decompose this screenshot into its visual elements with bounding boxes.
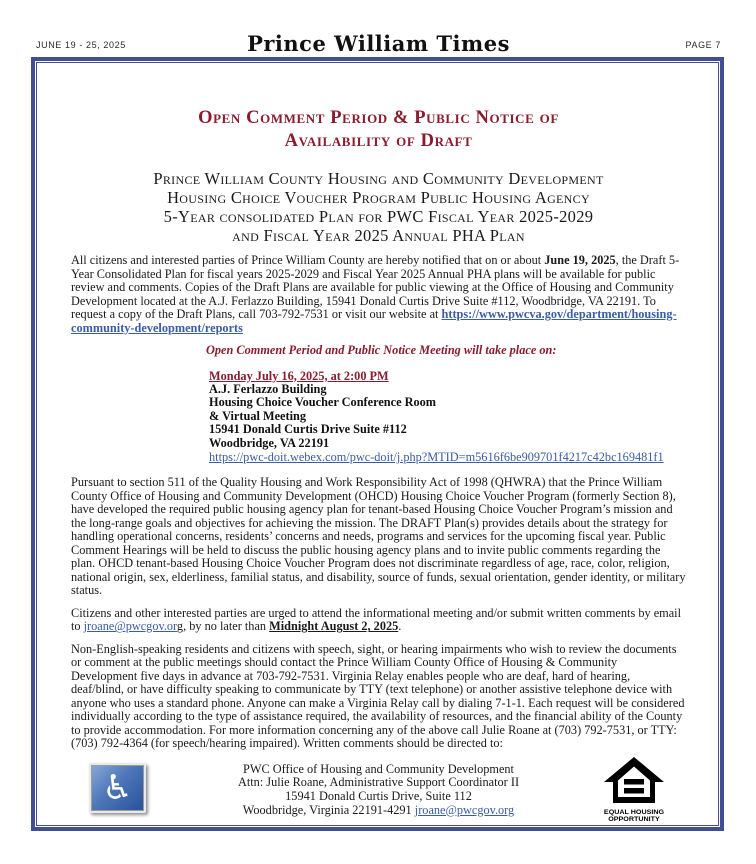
par3-text-c: . <box>398 619 402 634</box>
par1-text-a: All citizens and interested parties of Prince William County are hereby notified that on or about <box>71 253 545 267</box>
meeting-building: A.J. Ferlazzo Building <box>209 381 327 396</box>
notice-title-line1: Open Comment Period & Public Notice of <box>198 108 559 128</box>
paragraph-accessibility: Non-English-speaking residents and citizens with speech, sight, or hearing impairments who wish to review the documents or comment at the public meetings should contact the Prince William County Office of Housing & Community Development five days in advance at 703-792-7531. Virginia Relay enables people who are deaf, hard of hearing, deaf/blind, or have difficulty speaking to communicate by TTY (text telephone) or another assistive telephone device with anyone who uses a standard phone. Anyone can make a Virginia Relay call by dialing 7-1-1. Each request will be considered individually according to the type of assistance required, the availability of resources, and the financial ability of the County to provide accommodation. For more information concerning any of the above call Julie Roane at (703) 792-7531, or TTY: (703) 792-4364 (for speech/hearing impaired). Written comments should be directed to: <box>71 641 685 751</box>
webex-meeting-link[interactable]: https://pwc-doit.webex.com/pwc-doit/j.php?MTID=m5616f6be909701f4217c42bc169481f1 <box>209 449 664 464</box>
contact-city-text: Woodbridge, Virginia 22191-4291 <box>242 802 415 817</box>
meeting-city: Woodbridge, VA 22191 <box>209 435 330 450</box>
par1-bold-date: June 19, 2025 <box>544 253 616 267</box>
equal-housing-label-line2: OPPORTUNITY <box>608 816 660 823</box>
masthead-title: Prince William Times <box>247 31 510 56</box>
reports-website-link[interactable]: https://www.pwcva.gov/department/housing-community-development/reports <box>71 307 677 335</box>
meeting-street: 15941 Donald Curtis Drive Suite #112 <box>209 422 407 437</box>
subtitle-line-4: and Fiscal Year 2025 Annual PHA Plan <box>232 226 525 245</box>
notice-title <box>71 107 686 153</box>
page-number: PAGE 7 <box>685 40 721 50</box>
contact-street: 15941 Donald Curtis Drive, Suite 112 <box>285 789 472 804</box>
meeting-room: Housing Choice Voucher Conference Room <box>209 395 437 410</box>
paragraph-qhwra: Pursuant to section 511 of the Quality Housing and Work Responsibility Act of 1998 (QHWRA) that the Prince William County Office of Housing and Community Development (OHCD) Housing Choice Voucher Program (formerly Section 8), have developed the required public housing agency plan for tenant-based Housing Choice Voucher Program’s mission and the long-range goals and objectives for achieving the mission. The DRAFT Plan(s) provides details about the strategy for handling operational concerns, residents’ concerns and needs, programs and services for the upcoming fiscal year. Public Comment Hearings will be held to discuss the public housing agency plans and to invite public comments regarding the plan. OHCD tenant-based Housing Choice Voucher Program does not discriminate regardless of age, race, color, religion, national origin, sex, elderliness, familial status, and disability, source of funds, sexual orientation, gender identity, or military status. <box>71 475 686 598</box>
contact-attn: Attn: Julie Roane, Administrative Support Coordinator II <box>237 775 520 790</box>
equal-housing-opportunity-logo <box>602 757 666 823</box>
par3-deadline: Midnight August 2, 2025 <box>269 619 399 634</box>
equal-housing-house-icon <box>603 757 665 803</box>
meeting-datetime: Monday July 16, 2025, at 2:00 PM <box>209 368 389 383</box>
notice-subtitle <box>71 169 686 245</box>
paragraph-draft-availability <box>71 254 686 335</box>
wheelchair-accessibility-icon <box>89 763 146 813</box>
par3-text-a: Citizens and other interested parties are urged to attend the informational meeting and/or submit written comments by email to <box>71 605 682 634</box>
contact-office: PWC Office of Housing and Community Development <box>243 761 514 776</box>
contact-email-link[interactable]: jroane@pwcgov.org <box>414 802 515 817</box>
meeting-virtual: & Virtual Meeting <box>209 408 306 423</box>
comment-email-link[interactable]: jroane@pwcgov.or <box>83 619 177 634</box>
contact-city-line <box>71 804 686 818</box>
equal-housing-label-line1: EQUAL HOUSING <box>603 809 665 816</box>
par3-text-b: g, by no later than <box>176 619 270 634</box>
paragraph-comments <box>71 607 686 634</box>
wheelchair-glyph: ♿ <box>102 768 133 808</box>
subtitle-line-3: 5-Year consolidated Plan for PWC Fiscal Year 2025-2029 <box>163 207 594 226</box>
par1-text-b: , the Draft 5-Year Consolidated Plan for fiscal years 2025-2029 and Fiscal Year 2025 Annual PHA plans will be available for public review and comments. Copies of the Draft Plans are available for public viewing at the Office of Housing and Community Development located at the A.J. Ferlazzo Building, 15941 Donald Curtis Drive Suite #112, Woodbridge, VA 22191. To request a copy of the Draft Plans, call 703-792-7531 or visit our website at <box>71 253 680 321</box>
subtitle-line-1: Prince William County Housing and Community Development <box>153 169 604 188</box>
notice-title-line2: Availability of Draft <box>284 131 473 151</box>
meeting-details <box>209 370 686 465</box>
public-notice-box <box>31 57 724 831</box>
public-notice-content <box>36 62 719 826</box>
meeting-heading: Open Comment Period and Public Notice Meeting will take place on: <box>206 343 557 357</box>
subtitle-line-2: Housing Choice Voucher Program Public Housing Agency <box>167 188 590 207</box>
equal-housing-label <box>600 809 667 823</box>
contact-address-block <box>71 763 686 817</box>
page-header <box>34 26 723 56</box>
issue-date: JUNE 19 - 25, 2025 <box>36 40 126 50</box>
